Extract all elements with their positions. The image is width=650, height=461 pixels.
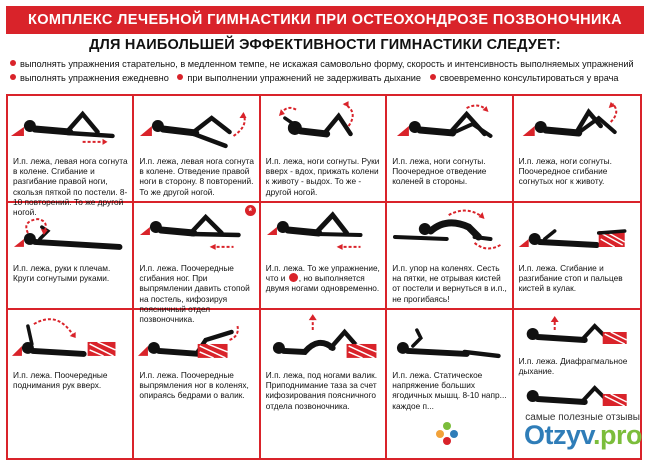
exercise-card-11: [8, 310, 134, 458]
exercise-card-5: [514, 96, 640, 203]
rules-line-2: [10, 71, 640, 85]
bullet-icon: [430, 74, 436, 80]
exercise-figure-icon: [261, 96, 385, 154]
exercise-grid: [6, 94, 642, 460]
exercise-figure-icon: [514, 203, 640, 261]
exercise-card-9: [387, 203, 513, 310]
watermark-tagline: самые полезные отзывы: [525, 412, 640, 423]
watermark-logo: Otzyv.pro: [523, 420, 642, 450]
exercise-figure-icon: [387, 310, 511, 368]
bullet-icon: [177, 74, 183, 80]
exercise-figure-icon: [8, 203, 132, 261]
exercise-caption: И.п. лежа. Сгибание и разгибание стоп и пальцев кистей в кулак.: [518, 263, 623, 294]
exercise-caption: И.п. лежа, левая нога согнута в колене. Отведение правой ноги в сторону. 8 повторений. То же другой ногой.: [139, 156, 254, 197]
exercise-caption: И.п. лежа. То же упражнение, что и , но выполняется двумя ногами одновременно.: [265, 263, 380, 294]
exercise-caption: И.п. лежа, ноги согнуты. Руки вверх - вдох, прижать колени к животу - выдох. То же - другой ногой.: [265, 156, 380, 197]
exercise-caption: И.п. лежа. Поочередные поднимания рук вверх.: [13, 370, 108, 391]
exercise-figure-icon: [8, 96, 132, 154]
exercise-figure-icon: [134, 96, 258, 154]
exercise-card-10: [514, 203, 640, 310]
exercise-card-13: [261, 310, 387, 458]
exercise-card-2: [134, 96, 260, 203]
rule-item: выполнять упражнения ежедневно: [10, 73, 169, 83]
marker-badge: *: [245, 205, 256, 216]
exercise-caption: И.п. лежа, ноги согнуты. Поочередное сгибание согнутых ног к животу.: [518, 156, 612, 187]
exercise-figure-icon: [8, 310, 132, 368]
exercise-figure-icon: [387, 203, 511, 261]
exercise-card-12: [134, 310, 260, 458]
exercise-caption: И.п. упор на коленях. Сесть на пятки, не отрывая кистей от постели и вернуться в и.п., не прогибаясь!: [392, 263, 507, 304]
exercise-card-6: [8, 203, 134, 310]
exercise-figure-icon: [261, 203, 385, 261]
exercise-card-7: [134, 203, 260, 325]
exercise-figure-icon: [387, 96, 511, 154]
exercise-caption: И.п. лежа, руки к плечам. Круги согнутыми руками.: [13, 263, 111, 284]
exercise-caption: И.п. лежа. Поочередные сгибания ног. При выпрямлении давить стопой на постель, кифозируя поясничный отдел позвоночника.: [139, 263, 250, 325]
exercise-figure-icon: [134, 310, 258, 368]
exercise-caption: И.п. лежа. Диафрагмальное дыхание.: [518, 356, 628, 377]
bullet-icon: [10, 74, 16, 80]
exercise-card-8: [261, 203, 387, 310]
page-title-banner: [6, 6, 644, 34]
exercise-caption: И.п. лежа, ноги согнуты. Поочередное отведение коленей в стороны.: [392, 156, 487, 187]
page-subtitle: ДЛЯ НАИБОЛЬШЕЙ ЭФФЕКТИВНОСТИ ГИМНАСТИКИ СЛЕДУЕТ:: [89, 37, 561, 53]
rule-item: при выполнении упражнений не задерживать дыхание: [177, 73, 421, 83]
rules-line-1: [10, 57, 640, 71]
exercise-caption: И.п. лежа, левая нога согнута в колене. Сгибание и разгибание правой ноги, скользя пяткой по постели. 8-10 повторений. То же другой ногой.: [13, 156, 128, 218]
exercise-card-4: [387, 96, 513, 203]
exercise-card-3: [261, 96, 387, 203]
exercise-figure-icon: [514, 96, 640, 154]
rules-list: [10, 57, 640, 85]
exercise-figure-icon: [134, 203, 258, 261]
rule-item: выполнять упражнения старательно, в медленном темпе, не искажая самовольно форму, скорость и интенсивность выполняемых упражнений: [10, 59, 634, 69]
page-title: КОМПЛЕКС ЛЕЧЕБНОЙ ГИМНАСТИКИ ПРИ ОСТЕОХОНДРОЗЕ ПОЗВОНОЧНИКА: [28, 12, 622, 28]
exercise-card-1: [8, 96, 134, 218]
exercise-caption: И.п. лежа, под ногами валик. Приподнимание таза за счет кифозирования поясничного отдела позвоночника.: [265, 370, 378, 411]
bullet-icon: [10, 60, 16, 66]
exercise-caption: И.п. лежа. Статическое напряжение больших ягодичных мышц. 8-10 напр... каждое п...: [392, 370, 507, 411]
exercise-figure-icon: [261, 310, 385, 368]
watermark-logo-icon: [432, 418, 462, 448]
marker-badge-icon: [289, 273, 298, 282]
rule-item: своевременно консультироваться у врача: [430, 73, 619, 83]
exercise-caption: И.п. лежа. Поочередные выпрямления ног в коленях, опираясь бедрами о валик.: [139, 370, 249, 401]
